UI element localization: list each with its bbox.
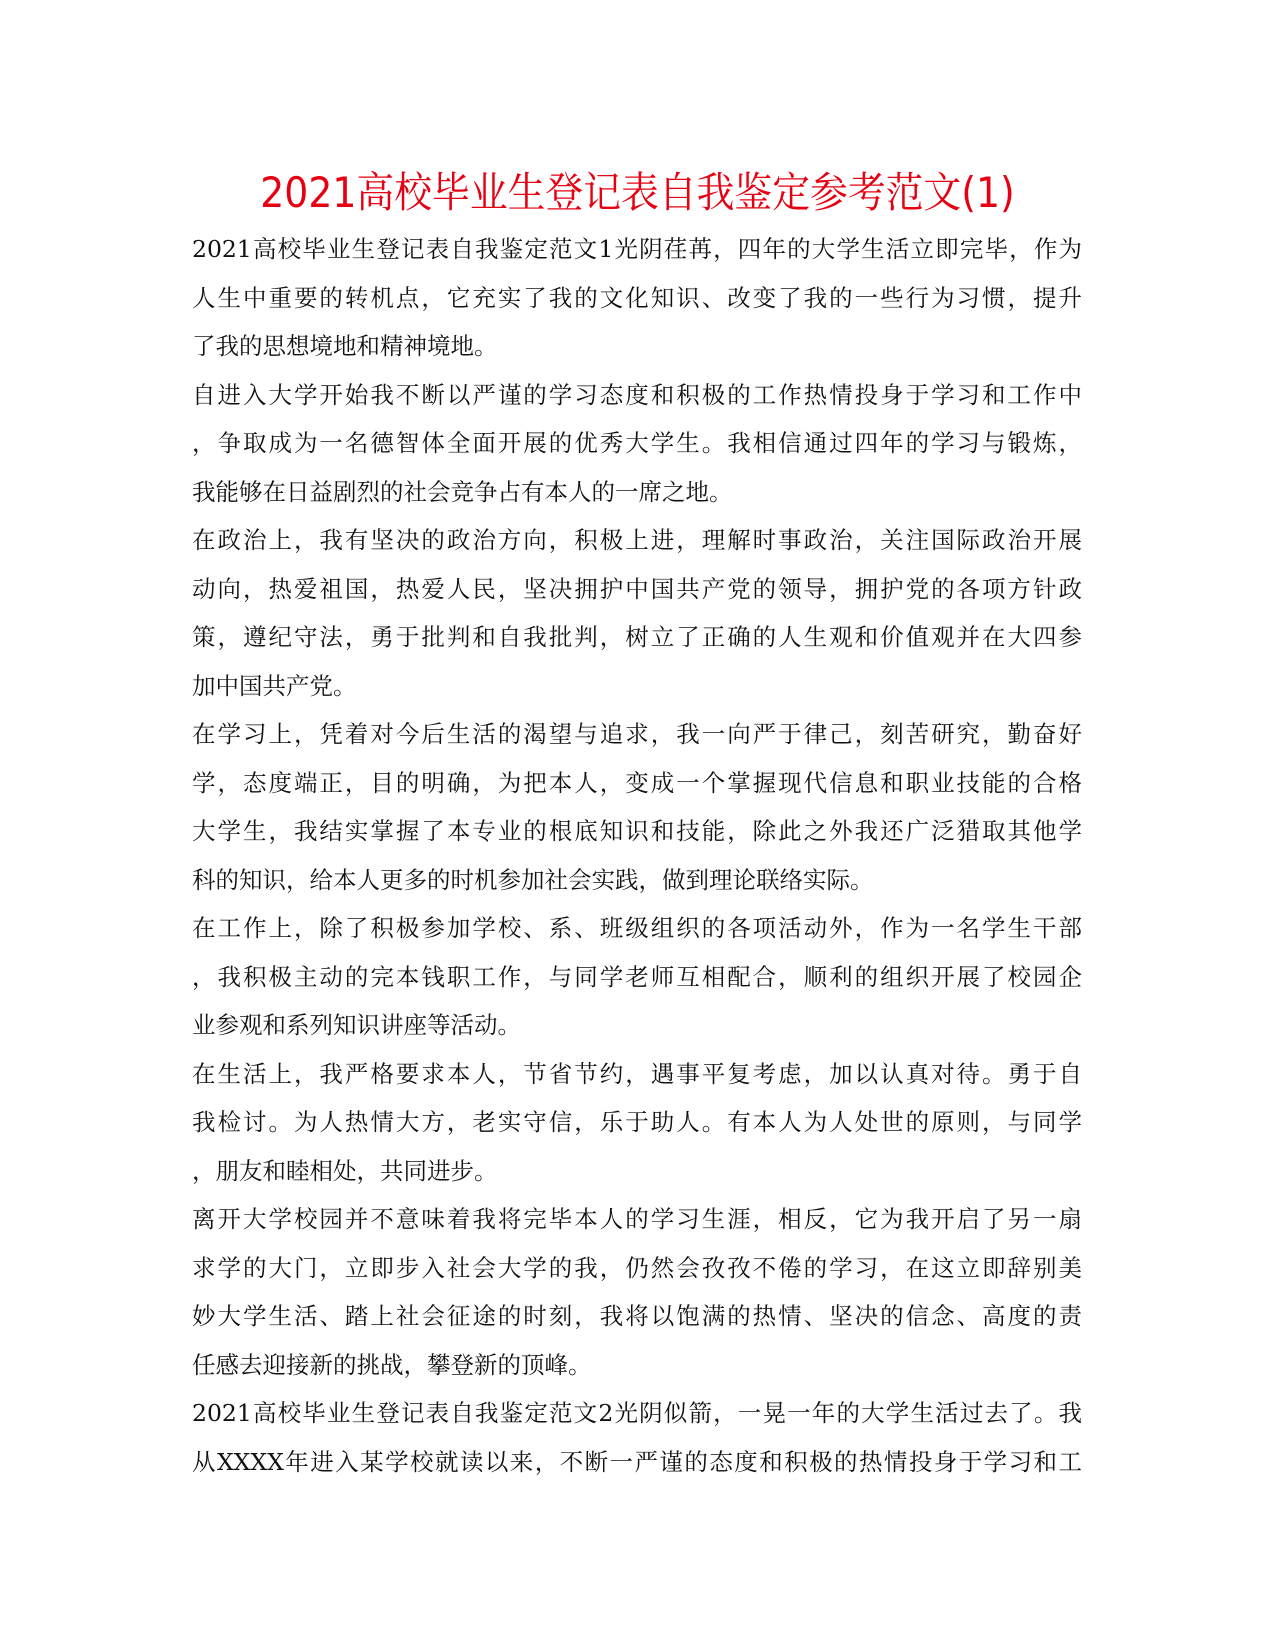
paragraph-line: 了我的思想境地和精神境地。 (192, 332, 498, 360)
paragraph (192, 1389, 1082, 1486)
paragraph-line: 业参观和系列知识讲座等活动。 (192, 1011, 521, 1039)
paragraph-line: 在政治上，我有坚决的政治方向，积极上进，理解时事政治，关注国际政治开展 (192, 526, 1082, 554)
paragraph-line: 策，遵纪守法，勇于批判和自我批判，树立了正确的人生观和价值观并在大四参 (192, 623, 1082, 651)
paragraph (192, 904, 1082, 1050)
paragraph-line: 自进入大学开始我不断以严谨的学习态度和积极的工作热情投身于学习和工作中 (192, 380, 1082, 409)
paragraph-line: ，争取成为一名德智体全面开展的优秀大学生。我相信通过四年的学习与锻炼， (192, 429, 1082, 457)
paragraph (192, 516, 1082, 710)
paragraph-line: 2021高校毕业生登记表自我鉴定范文2光阴似箭，一晃一年的大学生活过去了。我 (192, 1399, 1082, 1427)
paragraph (192, 1195, 1082, 1389)
paragraph-line: ，我积极主动的完本钱职工作，与同学老师互相配合，顺利的组织开展了校园企 (192, 962, 1082, 991)
paragraph-line: 人生中重要的转机点，它充实了我的文化知识、改变了我的一些行为习惯，提升 (192, 283, 1082, 312)
document-body (192, 225, 1082, 1486)
paragraph-line: ，朋友和睦相处，共同进步。 (192, 1156, 498, 1185)
paragraph-line: 求学的大门，立即步入社会大学的我，仍然会孜孜不倦的学习，在这立即辞别美 (192, 1253, 1082, 1282)
paragraph-line: 动向，热爱祖国，热爱人民，坚决拥护中国共产党的领导，拥护党的各项方针政 (192, 574, 1082, 603)
document-title: 2021高校毕业生登记表自我鉴定参考范文(1) (260, 168, 1015, 217)
paragraph (192, 710, 1082, 904)
paragraph-line: 从XXXX年进入某学校就读以来，不断一严谨的态度和积极的热情投身于学习和工 (192, 1447, 1082, 1476)
paragraph-line: 在学习上，凭着对今后生活的渴望与追求，我一向严于律己，刻苦研究，勤奋好 (192, 720, 1082, 748)
paragraph-line: 在工作上，除了积极参加学校、系、班级组织的各项活动外，作为一名学生干部 (192, 914, 1082, 942)
paragraph-line: 科的知识，给本人更多的时机参加社会实践，做到理论联络实际。 (192, 865, 874, 894)
paragraph-line: 大学生，我结实掌握了本专业的根底知识和技能，除此之外我还广泛猎取其他学 (192, 817, 1082, 845)
paragraph-line: 加中国共产党。 (192, 671, 357, 700)
paragraph-line: 我能够在日益剧烈的社会竞争占有本人的一席之地。 (192, 477, 733, 506)
paragraph-line: 离开大学校园并不意味着我将完毕本人的学习生涯，相反，它为我开启了另一扇 (192, 1205, 1082, 1233)
paragraph-line: 妙大学生活、踏上社会征途的时刻，我将以饱满的热情、坚决的信念、高度的责 (192, 1302, 1082, 1330)
paragraph-line: 2021高校毕业生登记表自我鉴定范文1光阴荏苒，四年的大学生活立即完毕，作为 (192, 235, 1082, 263)
paragraph-line: 任感去迎接新的挑战，攀登新的顶峰。 (192, 1350, 592, 1379)
paragraph-line: 我检讨。为人热情大方，老实守信，乐于助人。有本人为人处世的原则，与同学 (192, 1108, 1082, 1136)
paragraph-line: 学，态度端正，目的明确，为把本人，变成一个掌握现代信息和职业技能的合格 (192, 768, 1082, 797)
paragraph (192, 225, 1082, 371)
paragraph-line: 在生活上，我严格要求本人，节省节约，遇事平复考虑，加以认真对待。勇于自 (192, 1059, 1082, 1088)
paragraph (192, 371, 1082, 517)
paragraph (192, 1050, 1082, 1196)
